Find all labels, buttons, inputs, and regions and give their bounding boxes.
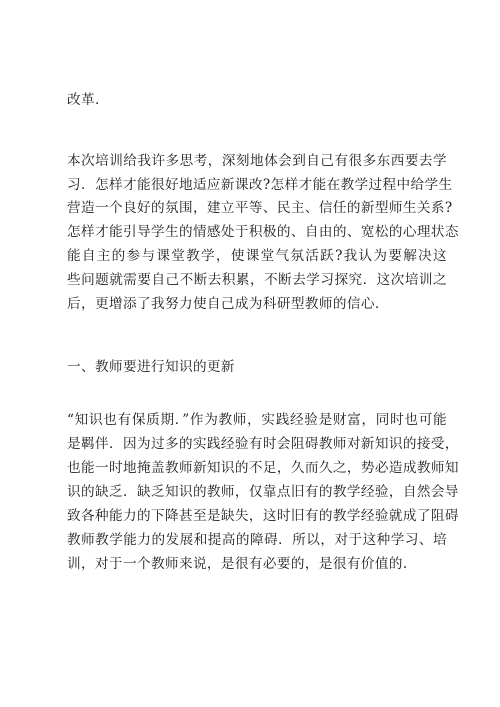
paragraph-1-line: 能自主的参与课堂教学，使课堂气氛活跃?我认为要解决这 xyxy=(67,248,447,264)
paragraph-0-line: 改革. xyxy=(67,92,100,108)
paragraph-2-line: 是羁伴．因为过多的实践经验有时会阻碍教师对新知识的接受， xyxy=(67,436,459,452)
paragraph-1-line: 习．怎样才能很好地适应新课改?怎样才能在教学过程中给学生 xyxy=(67,177,453,193)
paragraph-2-line: 识的缺乏．缺乏知识的教师，仅靠点旧有的教学经验，自然会导 xyxy=(67,484,459,500)
section-heading: 一、教师要进行知识的更新 xyxy=(67,359,235,375)
paragraph-1-line: 些问题就需要自己不断去积累，不断去学习探究．这次培训之 xyxy=(67,272,447,288)
paragraph-1-line: 营造一个良好的氛围，建立平等、民主、信任的新型师生关系? xyxy=(67,200,453,216)
paragraph-1-line: 怎样才能引导学生的情感处于积极的、自由的、宽松的心理状态 xyxy=(67,224,459,240)
paragraph-2-line: 也能一时地掩盖教师新知识的不足，久而久之，势必造成教师知 xyxy=(67,460,459,476)
paragraph-1-line: 本次培训给我许多思考，深刻地体会到自己有很多东西要去学 xyxy=(67,153,447,169)
paragraph-2-line: “知识也有保质期．”作为教师，实践经验是财富，同时也可能 xyxy=(67,412,447,428)
paragraph-2-line: 训，对于一个教师来说，是很有必要的，是很有价值的. xyxy=(67,556,408,572)
paragraph-2-line: 致各种能力的下降甚至是缺失，这时旧有的教学经验就成了阻碍 xyxy=(67,508,459,524)
paragraph-2-line: 教师教学能力的发展和提高的障碍．所以，对于这种学习、培 xyxy=(67,532,447,548)
paragraph-1-line: 后，更增添了我努力使自己成为科研型教师的信心. xyxy=(67,296,380,312)
